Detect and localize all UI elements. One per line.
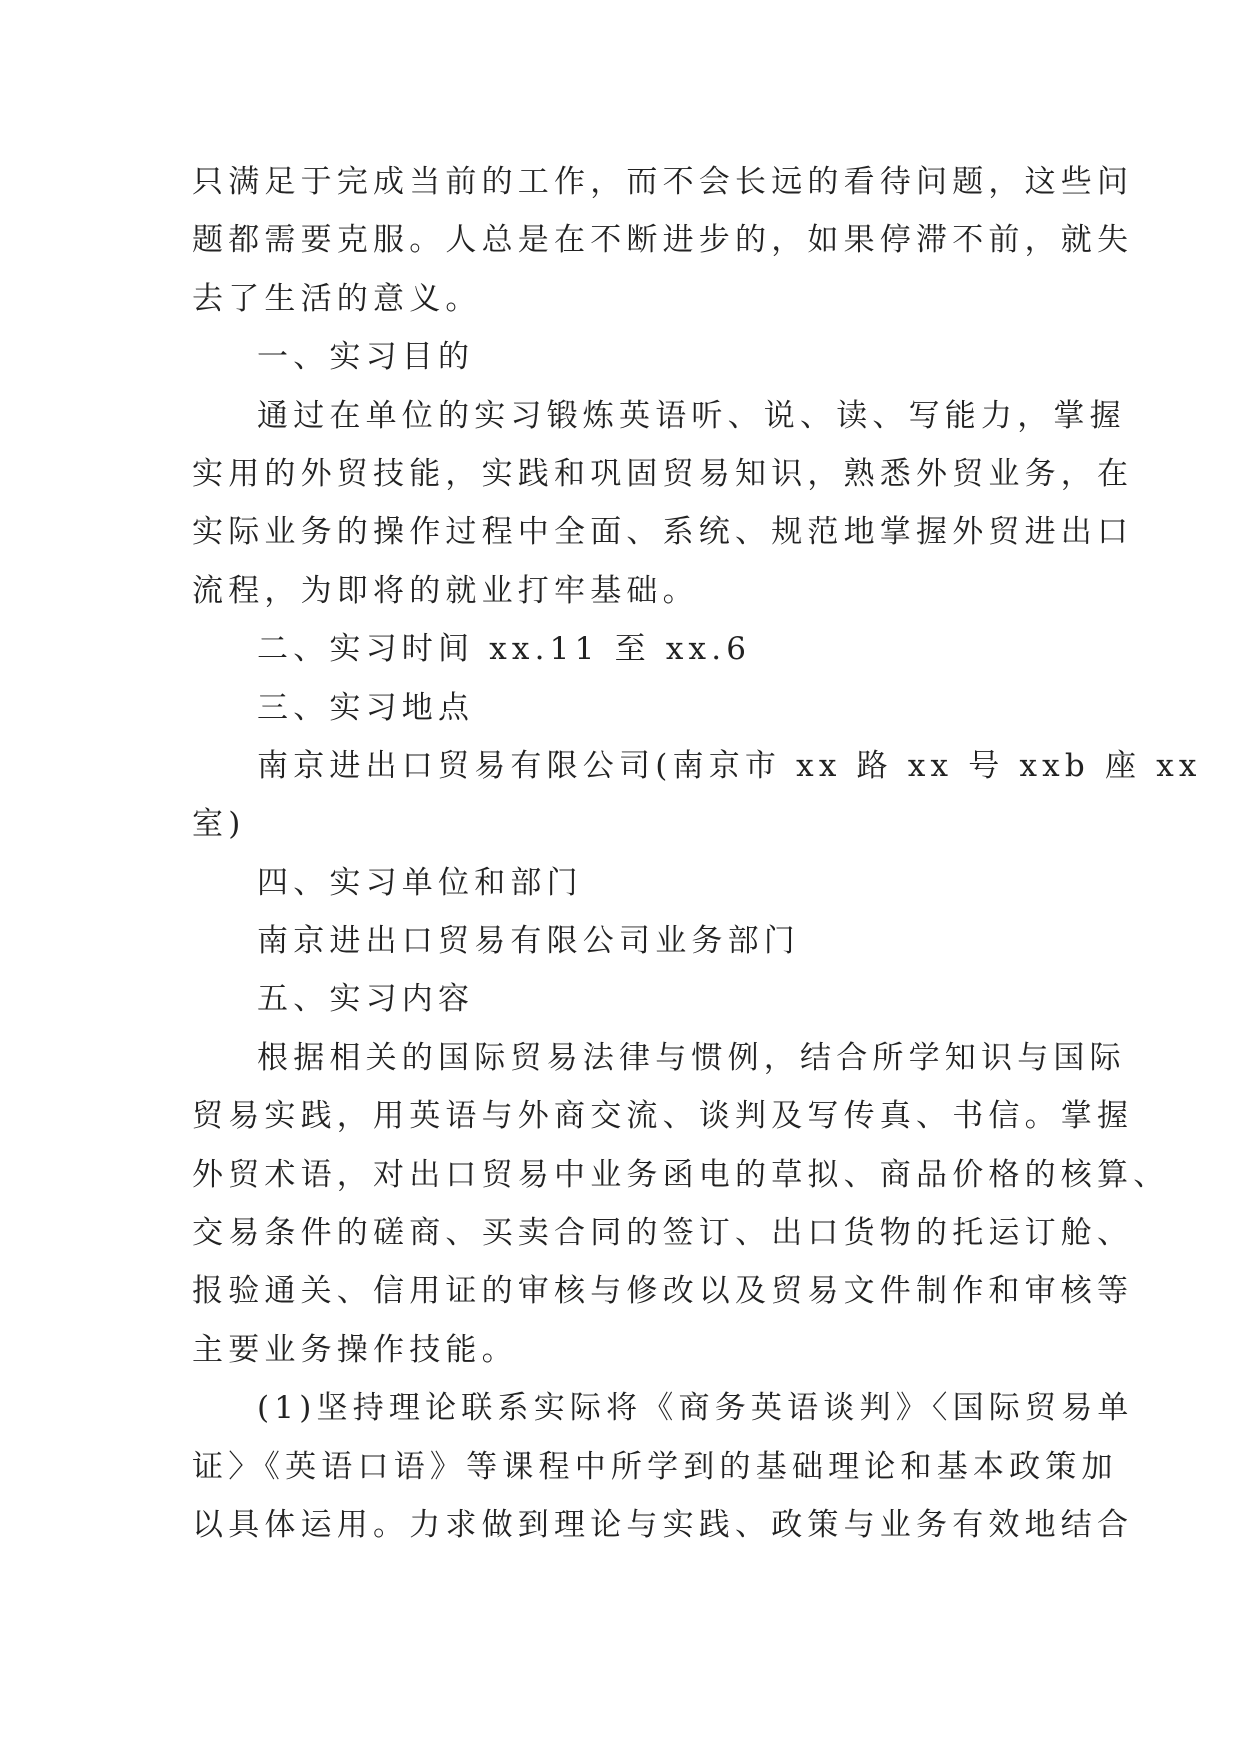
section-heading-unit: 四、实习单位和部门: [257, 864, 583, 901]
paragraph-line: 只满足于完成当前的工作，而不会长远的看待问题，这些问: [192, 164, 1134, 200]
section-heading-location: 三、实习地点: [257, 689, 475, 726]
paragraph-line: 去了生活的意义。: [192, 280, 482, 317]
paragraph-line: 南京进出口贸易有限公司(南京市 xx 路 xx 号 xxb 座 xx: [257, 747, 1202, 784]
paragraph-line: (1)坚持理论联系实际将《商务英语谈判》〈国际贸易单: [257, 1390, 1134, 1427]
paragraph-line: 实际业务的操作过程中全面、系统、规范地掌握外贸进出口: [192, 514, 1134, 551]
paragraph-line: 报验通关、信用证的审核与修改以及贸易文件制作和审核等: [192, 1273, 1134, 1310]
paragraph-line: 题都需要克服。人总是在不断进步的，如果停滞不前，就失: [192, 222, 1134, 259]
paragraph-line: 主要业务操作技能。: [192, 1331, 518, 1368]
section-heading-content: 五、实习内容: [257, 981, 475, 1018]
section-heading-time: 二、实习时间 xx.11 至 xx.6: [257, 631, 752, 668]
paragraph-line: 证〉《英语口语》等课程中所学到的基础理论和基本政策加: [192, 1448, 1118, 1485]
paragraph-line: 交易条件的磋商、买卖合同的签订、出口货物的托运订舱、: [192, 1215, 1134, 1252]
paragraph-line: 流程，为即将的就业打牢基础。: [192, 572, 699, 609]
paragraph-line: 通过在单位的实习锻炼英语听、说、读、写能力，掌握: [257, 397, 1126, 434]
paragraph-line: 南京进出口贸易有限公司业务部门: [257, 923, 800, 960]
paragraph-line: 以具体运用。力求做到理论与实践、政策与业务有效地结合: [192, 1506, 1134, 1543]
paragraph-line: 室): [192, 806, 246, 843]
paragraph-line: 实用的外贸技能，实践和巩固贸易知识，熟悉外贸业务，在: [192, 455, 1134, 492]
document-body: [192, 153, 1202, 1554]
paragraph-line: 贸易实践，用英语与外商交流、谈判及写传真、书信。掌握: [192, 1098, 1134, 1135]
section-heading-purpose: 一、实习目的: [257, 339, 475, 376]
paragraph-line: 根据相关的国际贸易法律与惯例，结合所学知识与国际: [257, 1039, 1126, 1076]
paragraph-line: 外贸术语，对出口贸易中业务函电的草拟、商品价格的核算、: [192, 1156, 1170, 1193]
